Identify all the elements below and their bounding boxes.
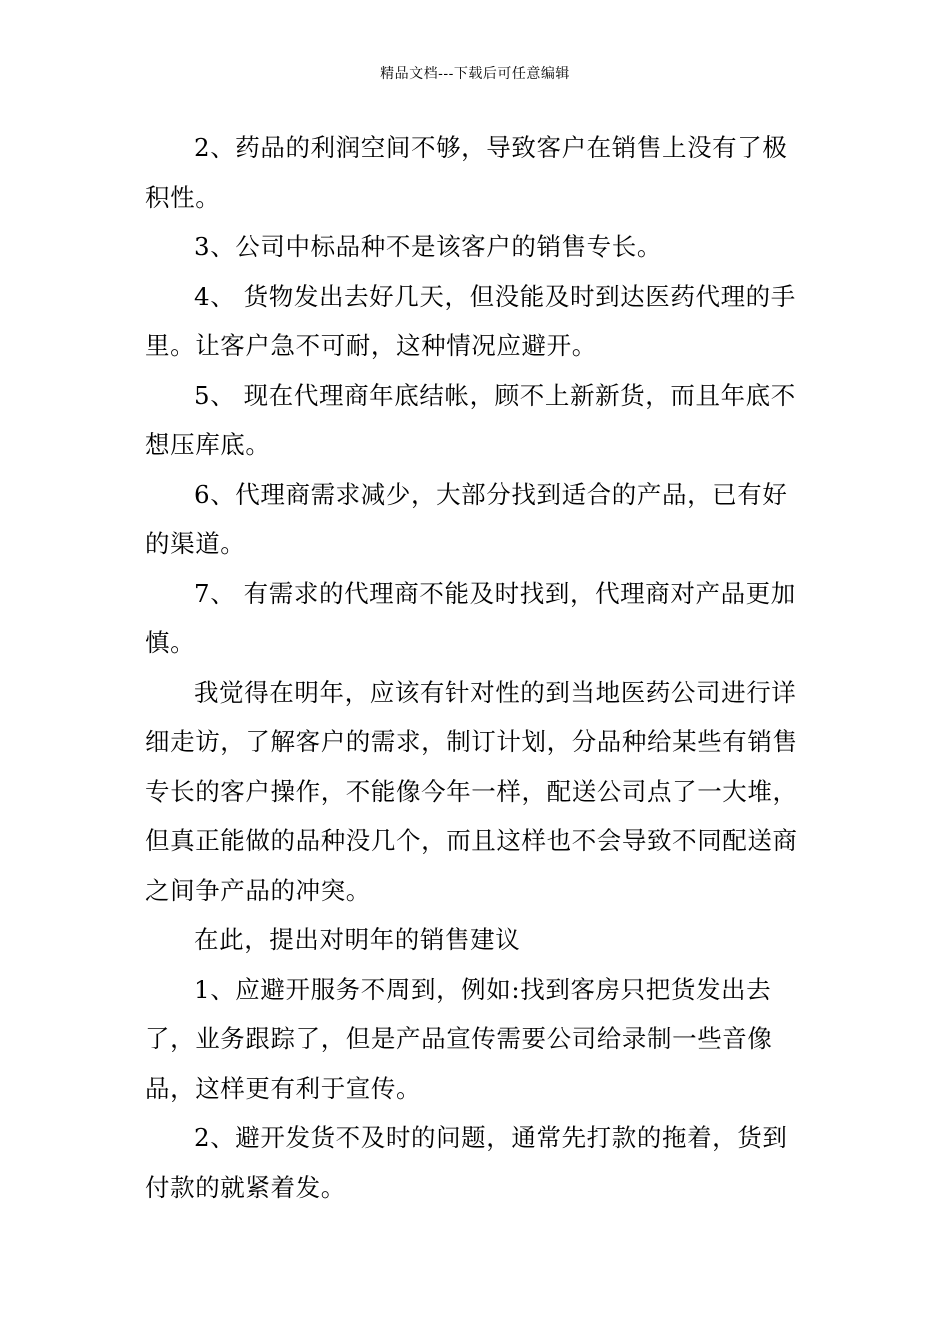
- paragraph-suggestion-1: 1、应避开服务不周到，例如:找到客房只把货发出去了，业务跟踪了，但是产品宣传需要公司给录制一些音像品，这样更有利于宣传。: [145, 974, 773, 1103]
- paragraph-issue-7: 7、 有需求的代理商不能及时找到，代理商对产品更加慎。: [145, 578, 796, 657]
- paragraph-issue-5: 5、 现在代理商年底结帐，顾不上新新货，而且年底不想压库底。: [145, 380, 796, 459]
- paragraph-suggestion-2: 2、避开发货不及时的问题，通常先打款的拖着，货到付款的就紧着发。: [145, 1123, 788, 1202]
- paragraph-issue-3: 3、公司中标品种不是该客户的销售专长。: [194, 232, 662, 261]
- page-header: 精品文档---下载后可任意编辑: [380, 66, 570, 82]
- paragraph-suggestion-intro: 在此，提出对明年的销售建议: [194, 925, 521, 954]
- paragraph-plan: 我觉得在明年，应该有针对性的到当地医药公司进行详细走访，了解客户的需求，制订计划，分品种给某些有销售专长的客户操作，不能像今年一样，配送公司点了一大堆，但真正能做的品种没几个，而且这样也不会导致不同配送商之间争产品的冲突。: [145, 677, 798, 905]
- paragraph-issue-2: 2、药品的利润空间不够，导致客户在销售上没有了极积性。: [145, 133, 788, 212]
- paragraph-issue-4: 4、 货物发出去好几天，但没能及时到达医药代理的手里。让客户急不可耐，这种情况应避开。: [145, 281, 796, 360]
- document-body: [145, 123, 810, 1212]
- paragraph-issue-6: 6、代理商需求减少，大部分找到适合的产品，已有好的渠道。: [145, 479, 788, 558]
